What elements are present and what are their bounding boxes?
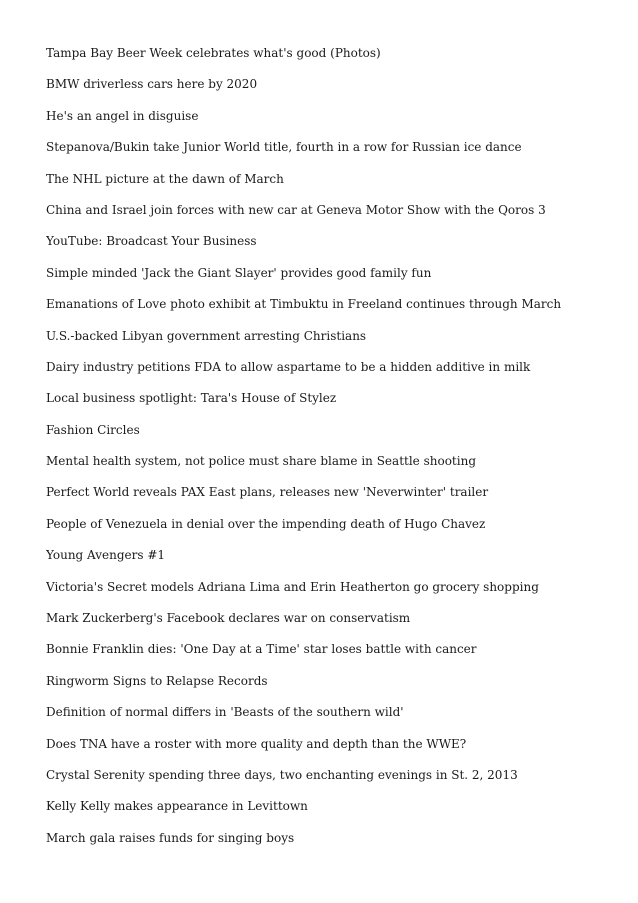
headline-item: Emanations of Love photo exhibit at Timbuktu in Freeland continues through March <box>46 297 562 312</box>
headline-item: The NHL picture at the dawn of March <box>46 171 284 186</box>
headline-item: Crystal Serenity spending three days, two enchanting evenings in St. 2, 2013 <box>46 767 518 782</box>
headline-item: Tampa Bay Beer Week celebrates what's good (Photos) <box>46 46 381 60</box>
headline-item: Definition of normal differs in 'Beasts of the southern wild' <box>46 705 404 720</box>
headline-item: YouTube: Broadcast Your Business <box>46 234 257 249</box>
headline-item: Stepanova/Bukin take Junior World title, fourth in a row for Russian ice dance <box>46 140 522 155</box>
headline-item: Bonnie Franklin dies: 'One Day at a Time' star loses battle with cancer <box>46 642 477 657</box>
headline-item: Kelly Kelly makes appearance in Levittown <box>46 799 308 814</box>
headline-item: Mark Zuckerberg's Facebook declares war on conservatism <box>46 611 411 626</box>
headline-item: Does TNA have a roster with more quality and depth than the WWE? <box>46 736 467 751</box>
headline-item: Perfect World reveals PAX East plans, releases new 'Neverwinter' trailer <box>46 485 489 500</box>
headline-item: He's an angel in disguise <box>46 108 199 123</box>
headline-item: Ringworm Signs to Relapse Records <box>46 673 268 688</box>
headline-item: China and Israel join forces with new car at Geneva Motor Show with the Qoros 3 <box>46 202 546 217</box>
headline-item: U.S.-backed Libyan government arresting Christians <box>46 328 367 343</box>
headline-item: People of Venezuela in denial over the impending death of Hugo Chavez <box>46 516 486 531</box>
headline-item: Mental health system, not police must share blame in Seattle shooting <box>46 454 476 469</box>
headline-item: BMW driverless cars here by 2020 <box>46 77 258 92</box>
headline-item: Fashion Circles <box>46 422 140 437</box>
headline-item: March gala raises funds for singing boys <box>46 830 295 845</box>
headline-list <box>46 46 616 862</box>
headline-item: Dairy industry petitions FDA to allow aspartame to be a hidden additive in milk <box>46 359 531 374</box>
headline-item: Local business spotlight: Tara's House of Stylez <box>46 391 337 406</box>
headline-item: Young Avengers #1 <box>46 548 166 563</box>
headline-item: Simple minded 'Jack the Giant Slayer' provides good family fun <box>46 265 432 280</box>
headline-item: Victoria's Secret models Adriana Lima and Erin Heatherton go grocery shopping <box>46 579 539 594</box>
